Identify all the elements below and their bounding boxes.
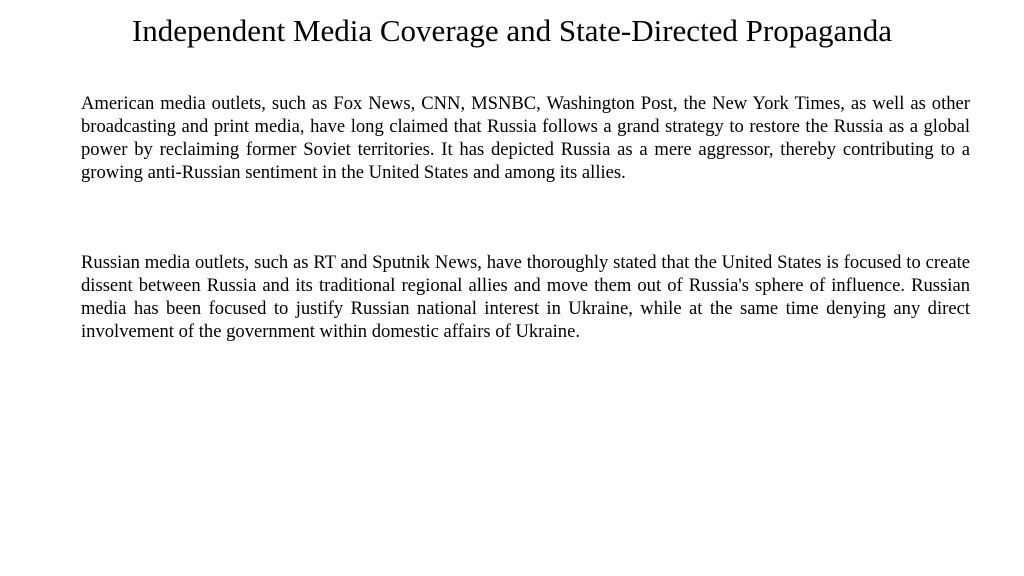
paragraph-american-media: American media outlets, such as Fox News, CNN, MSNBC, Washington Post, the New York Times, as well as other broadcasting and print media, have long claimed that Russia follows a grand strategy to restore the Russia as a global power by reclaiming former Soviet territories. It has depicted Russia as a mere aggressor, thereby contributing to a growing anti-Russian sentiment in the United States and among its allies.: [81, 93, 970, 183]
slide-title: Independent Media Coverage and State-Directed Propaganda: [131, 13, 893, 48]
paragraph-russian-media: Russian media outlets, such as RT and Sputnik News, have thoroughly stated that the United States is focused to create dissent between Russia and its traditional regional allies and move them out of Russia's sphere of influence. Russian media has been focused to justify Russian national interest in Ukraine, while at the same time denying any direct involvement of the government within domestic affairs of Ukraine.: [81, 252, 970, 342]
